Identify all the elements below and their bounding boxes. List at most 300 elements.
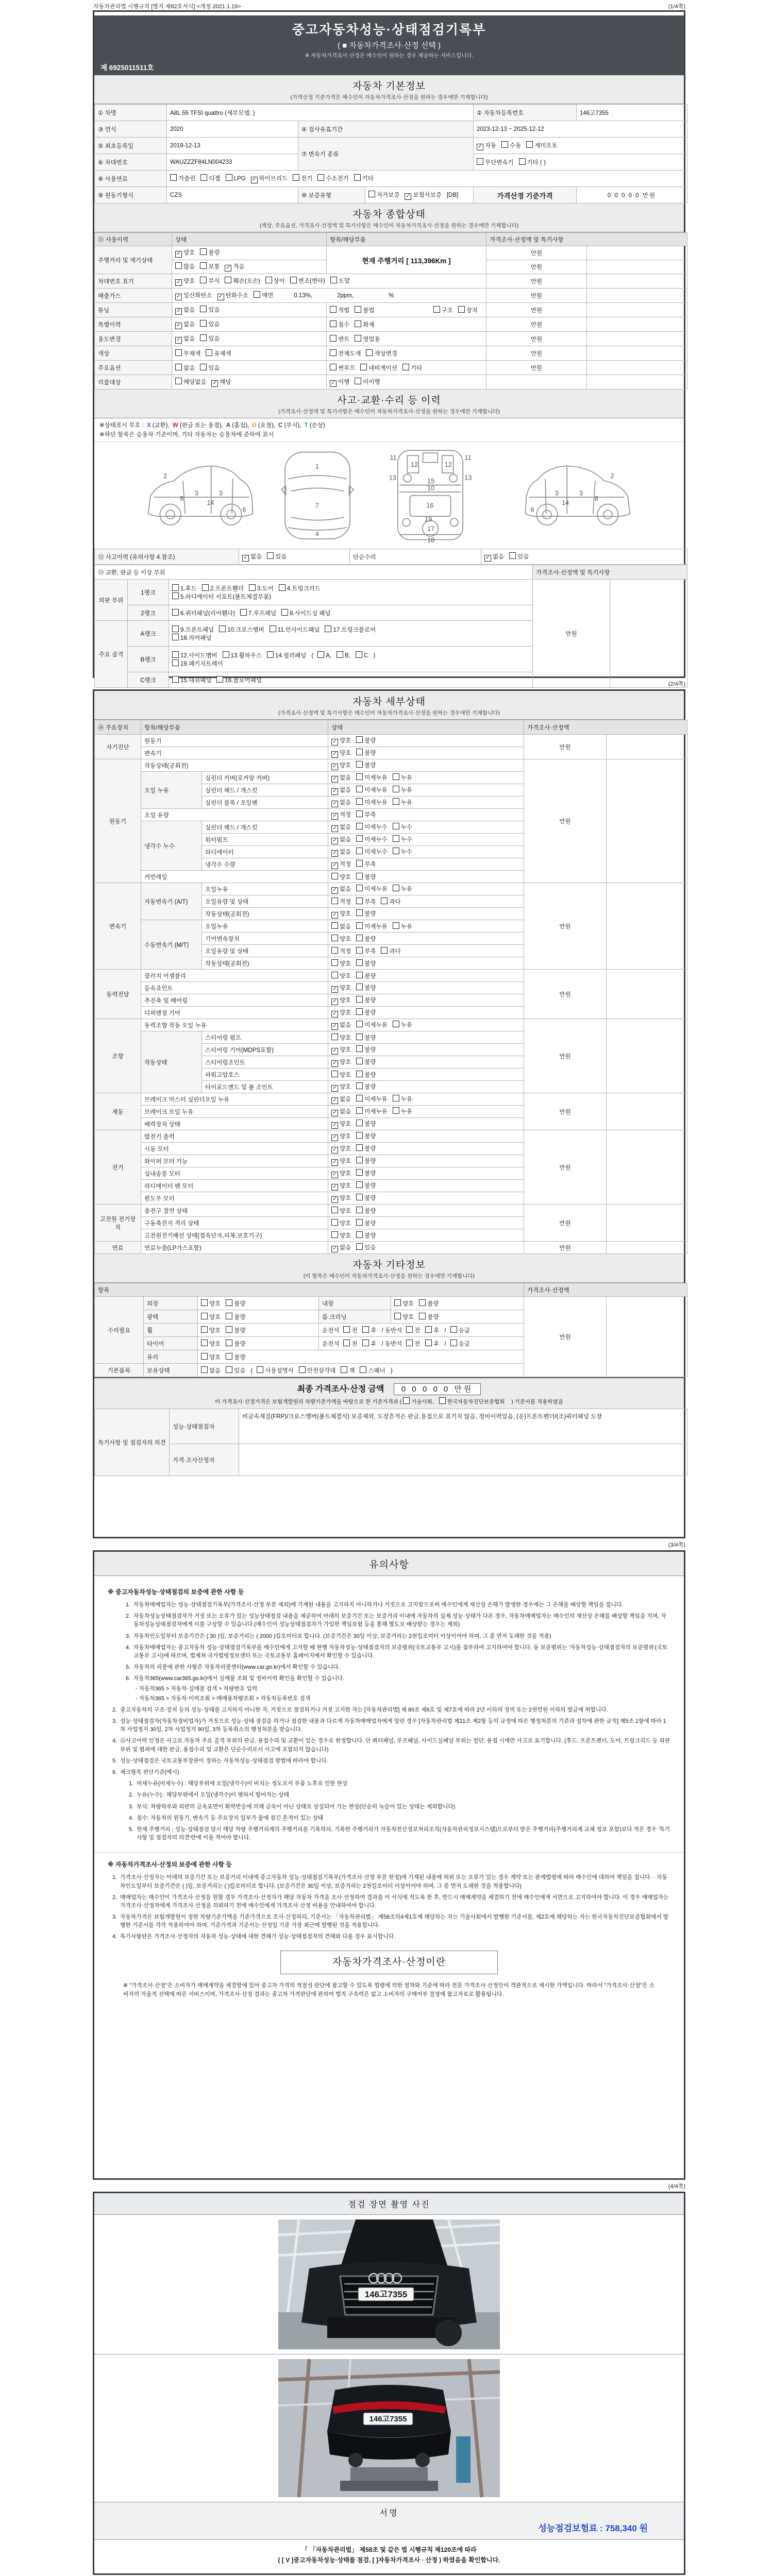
checkbox-option[interactable] xyxy=(433,306,453,314)
checkbox-option[interactable] xyxy=(356,1219,376,1227)
unchecked-checkbox-icon[interactable] xyxy=(206,349,212,356)
unchecked-checkbox-icon[interactable] xyxy=(402,364,409,370)
checkbox-option[interactable] xyxy=(331,835,351,844)
checkbox-option[interactable] xyxy=(331,1157,351,1166)
checkbox-option[interactable] xyxy=(355,335,380,343)
checkbox-option[interactable] xyxy=(356,873,376,881)
checkbox-option[interactable] xyxy=(356,651,368,659)
checkbox-option[interactable] xyxy=(356,1045,376,1054)
checkbox-option[interactable] xyxy=(393,786,412,794)
unchecked-checkbox-icon[interactable] xyxy=(317,174,324,181)
checked-checkbox-icon[interactable]: ✓ xyxy=(331,887,338,894)
checked-checkbox-icon[interactable]: ✓ xyxy=(251,177,258,183)
checked-checkbox-icon[interactable]: ✓ xyxy=(331,1196,338,1203)
unchecked-checkbox-icon[interactable] xyxy=(356,749,363,755)
checkbox-option[interactable] xyxy=(477,141,496,150)
checkbox-option[interactable] xyxy=(425,1326,439,1334)
checkbox-option[interactable] xyxy=(356,996,376,1004)
checkbox-option[interactable] xyxy=(419,1313,439,1321)
checkbox-option[interactable] xyxy=(331,947,351,955)
unchecked-checkbox-icon[interactable] xyxy=(403,1397,410,1404)
checkbox-option[interactable] xyxy=(331,935,351,943)
unchecked-checkbox-icon[interactable] xyxy=(331,935,338,941)
checkbox-option[interactable] xyxy=(331,1231,351,1240)
checked-checkbox-icon[interactable]: ✓ xyxy=(331,1134,338,1141)
unchecked-checkbox-icon[interactable] xyxy=(368,191,375,197)
checkbox-option[interactable] xyxy=(216,676,262,684)
checkbox-option[interactable] xyxy=(356,1033,376,1042)
unchecked-checkbox-icon[interactable] xyxy=(356,1243,363,1250)
checked-checkbox-icon[interactable]: ✓ xyxy=(242,555,249,562)
checkbox-option[interactable] xyxy=(393,773,412,782)
checkbox-option[interactable] xyxy=(293,174,312,182)
checkbox-option[interactable] xyxy=(175,334,195,344)
checkbox-option[interactable] xyxy=(330,364,355,372)
checkbox-option[interactable] xyxy=(337,651,350,659)
checkbox-option[interactable] xyxy=(290,277,325,285)
checkbox-option[interactable] xyxy=(330,277,350,285)
checkbox-option[interactable] xyxy=(331,909,351,919)
unchecked-checkbox-icon[interactable] xyxy=(355,306,361,313)
checkbox-option[interactable] xyxy=(331,810,351,820)
unchecked-checkbox-icon[interactable] xyxy=(356,1231,363,1238)
unchecked-checkbox-icon[interactable] xyxy=(200,248,207,255)
checkbox-option[interactable] xyxy=(356,947,376,955)
checkbox-option[interactable] xyxy=(172,584,197,592)
checkbox-option[interactable] xyxy=(201,1340,221,1348)
unchecked-checkbox-icon[interactable] xyxy=(226,1313,232,1319)
unchecked-checkbox-icon[interactable] xyxy=(356,848,363,854)
checked-checkbox-icon[interactable]: ✓ xyxy=(331,850,338,857)
checkbox-option[interactable] xyxy=(172,634,211,642)
checkbox-option[interactable] xyxy=(360,364,397,372)
unchecked-checkbox-icon[interactable] xyxy=(394,1313,401,1319)
checkbox-option[interactable] xyxy=(393,848,412,856)
checkbox-option[interactable] xyxy=(317,174,348,182)
checkbox-option[interactable] xyxy=(172,676,211,684)
unchecked-checkbox-icon[interactable] xyxy=(356,736,363,743)
unchecked-checkbox-icon[interactable] xyxy=(331,897,338,904)
checkbox-option[interactable] xyxy=(242,552,262,562)
checked-checkbox-icon[interactable]: ✓ xyxy=(331,986,338,993)
checkbox-option[interactable] xyxy=(299,1366,336,1375)
unchecked-checkbox-icon[interactable] xyxy=(366,349,373,356)
unchecked-checkbox-icon[interactable] xyxy=(325,625,331,632)
unchecked-checkbox-icon[interactable] xyxy=(393,1107,399,1114)
unchecked-checkbox-icon[interactable] xyxy=(406,1340,413,1346)
unchecked-checkbox-icon[interactable] xyxy=(356,873,363,879)
unchecked-checkbox-icon[interactable] xyxy=(331,947,338,954)
unchecked-checkbox-icon[interactable] xyxy=(356,798,363,805)
unchecked-checkbox-icon[interactable] xyxy=(202,584,209,591)
unchecked-checkbox-icon[interactable] xyxy=(330,349,337,356)
checkbox-option[interactable] xyxy=(331,848,351,857)
checked-checkbox-icon[interactable]: ✓ xyxy=(331,813,338,820)
checkbox-option[interactable] xyxy=(393,835,412,843)
checkbox-option[interactable] xyxy=(175,262,195,270)
checkbox-option[interactable] xyxy=(393,823,412,831)
checkbox-option[interactable] xyxy=(509,552,529,561)
checkbox-option[interactable] xyxy=(356,1243,376,1251)
unchecked-checkbox-icon[interactable] xyxy=(226,1326,232,1333)
checkbox-option[interactable] xyxy=(331,1107,351,1116)
checkbox-option[interactable] xyxy=(206,349,231,358)
checkbox-option[interactable] xyxy=(331,761,351,770)
unchecked-checkbox-icon[interactable] xyxy=(200,306,207,312)
unchecked-checkbox-icon[interactable] xyxy=(450,1340,457,1346)
checkbox-option[interactable] xyxy=(172,592,271,601)
checkbox-option[interactable] xyxy=(331,1045,351,1055)
checkbox-option[interactable] xyxy=(356,1194,376,1202)
checkbox-option[interactable] xyxy=(331,873,351,881)
unchecked-checkbox-icon[interactable] xyxy=(356,947,363,954)
checked-checkbox-icon[interactable]: ✓ xyxy=(331,1097,338,1104)
checked-checkbox-icon[interactable]: ✓ xyxy=(175,337,182,344)
unchecked-checkbox-icon[interactable] xyxy=(226,1340,232,1346)
unchecked-checkbox-icon[interactable] xyxy=(356,1194,363,1200)
checked-checkbox-icon[interactable]: ✓ xyxy=(225,265,231,272)
checkbox-option[interactable] xyxy=(356,823,387,831)
unchecked-checkbox-icon[interactable] xyxy=(356,1169,363,1176)
checkbox-option[interactable] xyxy=(403,1397,434,1405)
checkbox-option[interactable] xyxy=(331,1033,351,1042)
checkbox-option[interactable] xyxy=(356,1082,376,1091)
checkbox-option[interactable] xyxy=(201,1353,221,1361)
unchecked-checkbox-icon[interactable] xyxy=(381,947,388,954)
checked-checkbox-icon[interactable]: ✓ xyxy=(330,380,337,387)
unchecked-checkbox-icon[interactable] xyxy=(393,835,399,842)
checkbox-option[interactable] xyxy=(356,984,376,992)
checkbox-option[interactable] xyxy=(331,1008,351,1018)
unchecked-checkbox-icon[interactable] xyxy=(355,320,361,327)
checked-checkbox-icon[interactable]: ✓ xyxy=(405,193,411,200)
checkbox-option[interactable] xyxy=(331,773,351,783)
unchecked-checkbox-icon[interactable] xyxy=(175,262,182,269)
checkbox-option[interactable] xyxy=(330,378,349,387)
unchecked-checkbox-icon[interactable] xyxy=(343,1340,350,1346)
checkbox-option[interactable] xyxy=(356,798,387,806)
checkbox-option[interactable] xyxy=(317,651,331,659)
checkbox-option[interactable] xyxy=(450,1340,470,1348)
checkbox-option[interactable] xyxy=(330,320,349,329)
checkbox-option[interactable] xyxy=(356,1107,387,1115)
unchecked-checkbox-icon[interactable] xyxy=(299,1366,306,1373)
checkbox-option[interactable] xyxy=(356,935,376,943)
checkbox-option[interactable] xyxy=(265,277,285,285)
checkbox-option[interactable] xyxy=(200,334,220,343)
checkbox-option[interactable] xyxy=(360,1366,385,1375)
checkbox-option[interactable] xyxy=(356,1120,376,1128)
unchecked-checkbox-icon[interactable] xyxy=(356,909,363,916)
unchecked-checkbox-icon[interactable] xyxy=(201,1326,208,1333)
checkbox-option[interactable] xyxy=(501,141,521,149)
unchecked-checkbox-icon[interactable] xyxy=(393,786,399,792)
unchecked-checkbox-icon[interactable] xyxy=(450,1326,457,1333)
unchecked-checkbox-icon[interactable] xyxy=(330,320,337,327)
checkbox-option[interactable] xyxy=(331,1021,351,1030)
unchecked-checkbox-icon[interactable] xyxy=(172,651,179,658)
checkbox-option[interactable] xyxy=(175,306,195,315)
checkbox-option[interactable] xyxy=(368,191,399,199)
checkbox-option[interactable] xyxy=(330,306,349,314)
unchecked-checkbox-icon[interactable] xyxy=(331,1219,338,1226)
checkbox-option[interactable] xyxy=(341,1366,355,1375)
unchecked-checkbox-icon[interactable] xyxy=(356,935,363,941)
unchecked-checkbox-icon[interactable] xyxy=(216,676,223,683)
checkbox-option[interactable] xyxy=(331,736,351,745)
unchecked-checkbox-icon[interactable] xyxy=(175,378,182,384)
unchecked-checkbox-icon[interactable] xyxy=(170,174,177,181)
checkbox-option[interactable] xyxy=(251,174,288,183)
checkbox-option[interactable] xyxy=(226,1340,245,1348)
unchecked-checkbox-icon[interactable] xyxy=(356,972,363,978)
checkbox-option[interactable] xyxy=(219,625,264,634)
unchecked-checkbox-icon[interactable] xyxy=(501,141,508,148)
unchecked-checkbox-icon[interactable] xyxy=(172,592,179,599)
checked-checkbox-icon[interactable]: ✓ xyxy=(331,1122,338,1129)
checkbox-option[interactable] xyxy=(172,609,235,617)
checkbox-option[interactable] xyxy=(223,651,262,659)
unchecked-checkbox-icon[interactable] xyxy=(330,277,337,283)
checkbox-option[interactable] xyxy=(343,1326,357,1334)
checkbox-option[interactable] xyxy=(356,1132,376,1140)
unchecked-checkbox-icon[interactable] xyxy=(223,651,229,658)
unchecked-checkbox-icon[interactable] xyxy=(331,1033,338,1040)
unchecked-checkbox-icon[interactable] xyxy=(356,1207,363,1213)
checkbox-option[interactable] xyxy=(331,1144,351,1154)
checkbox-option[interactable] xyxy=(226,1353,245,1361)
checkbox-option[interactable] xyxy=(394,1299,414,1308)
checkbox-option[interactable] xyxy=(331,1058,351,1067)
unchecked-checkbox-icon[interactable] xyxy=(226,1299,232,1306)
unchecked-checkbox-icon[interactable] xyxy=(356,959,363,966)
unchecked-checkbox-icon[interactable] xyxy=(355,378,361,384)
unchecked-checkbox-icon[interactable] xyxy=(293,174,299,181)
checked-checkbox-icon[interactable]: ✓ xyxy=(175,323,182,329)
unchecked-checkbox-icon[interactable] xyxy=(172,634,179,640)
checkbox-option[interactable] xyxy=(201,1299,221,1308)
checkbox-option[interactable] xyxy=(394,1313,414,1321)
unchecked-checkbox-icon[interactable] xyxy=(356,1008,363,1015)
checkbox-option[interactable] xyxy=(355,320,374,329)
checkbox-option[interactable] xyxy=(356,1008,376,1016)
unchecked-checkbox-icon[interactable] xyxy=(356,885,363,891)
unchecked-checkbox-icon[interactable] xyxy=(356,1082,363,1089)
checkbox-option[interactable] xyxy=(240,609,276,617)
checkbox-option[interactable] xyxy=(393,798,412,806)
checkbox-option[interactable] xyxy=(331,786,351,795)
checked-checkbox-icon[interactable]: ✓ xyxy=(211,380,218,387)
checkbox-option[interactable] xyxy=(254,291,273,299)
checkbox-option[interactable] xyxy=(405,191,442,200)
checkbox-option[interactable] xyxy=(331,959,351,968)
unchecked-checkbox-icon[interactable] xyxy=(356,761,363,768)
unchecked-checkbox-icon[interactable] xyxy=(393,823,399,829)
unchecked-checkbox-icon[interactable] xyxy=(393,798,399,805)
unchecked-checkbox-icon[interactable] xyxy=(200,320,207,327)
unchecked-checkbox-icon[interactable] xyxy=(201,1313,208,1319)
checkbox-option[interactable] xyxy=(393,1095,412,1103)
checkbox-option[interactable] xyxy=(393,1021,412,1029)
checked-checkbox-icon[interactable]: ✓ xyxy=(175,294,182,300)
checkbox-option[interactable] xyxy=(366,349,397,358)
unchecked-checkbox-icon[interactable] xyxy=(331,1207,338,1213)
unchecked-checkbox-icon[interactable] xyxy=(356,1157,363,1163)
checkbox-option[interactable] xyxy=(279,584,321,592)
unchecked-checkbox-icon[interactable] xyxy=(172,584,179,591)
unchecked-checkbox-icon[interactable] xyxy=(219,625,226,632)
checkbox-option[interactable] xyxy=(356,1231,376,1240)
checked-checkbox-icon[interactable]: ✓ xyxy=(331,1060,338,1067)
checkbox-option[interactable] xyxy=(354,174,374,182)
unchecked-checkbox-icon[interactable] xyxy=(360,364,367,370)
unchecked-checkbox-icon[interactable] xyxy=(281,609,288,616)
checkbox-option[interactable] xyxy=(331,984,351,993)
checkbox-option[interactable] xyxy=(202,584,244,592)
unchecked-checkbox-icon[interactable] xyxy=(425,1326,432,1333)
checked-checkbox-icon[interactable]: ✓ xyxy=(331,998,338,1005)
checkbox-option[interactable] xyxy=(356,972,376,980)
unchecked-checkbox-icon[interactable] xyxy=(331,873,338,879)
checkbox-option[interactable] xyxy=(331,1219,351,1227)
checkbox-option[interactable] xyxy=(343,1340,357,1348)
checked-checkbox-icon[interactable]: ✓ xyxy=(331,1147,338,1154)
checkbox-option[interactable] xyxy=(331,1194,351,1203)
checked-checkbox-icon[interactable]: ✓ xyxy=(175,279,182,286)
checked-checkbox-icon[interactable]: ✓ xyxy=(331,825,338,832)
checkbox-option[interactable] xyxy=(356,1181,376,1190)
unchecked-checkbox-icon[interactable] xyxy=(249,584,256,591)
checkbox-option[interactable] xyxy=(484,552,504,562)
checkbox-option[interactable] xyxy=(356,835,387,843)
unchecked-checkbox-icon[interactable] xyxy=(393,773,399,780)
checkbox-option[interactable] xyxy=(200,174,220,182)
checkbox-option[interactable] xyxy=(200,277,220,285)
unchecked-checkbox-icon[interactable] xyxy=(341,1366,347,1373)
unchecked-checkbox-icon[interactable] xyxy=(356,1071,363,1077)
checkbox-option[interactable] xyxy=(356,885,387,893)
checkbox-option[interactable] xyxy=(356,909,376,918)
unchecked-checkbox-icon[interactable] xyxy=(331,922,338,929)
checkbox-option[interactable] xyxy=(393,885,412,893)
checked-checkbox-icon[interactable]: ✓ xyxy=(331,1110,338,1116)
unchecked-checkbox-icon[interactable] xyxy=(419,1313,426,1319)
checkbox-option[interactable] xyxy=(226,1299,245,1308)
unchecked-checkbox-icon[interactable] xyxy=(201,1366,208,1373)
checkbox-option[interactable] xyxy=(331,1181,351,1191)
checkbox-option[interactable] xyxy=(439,1397,505,1405)
checkbox-option[interactable] xyxy=(226,1313,245,1321)
unchecked-checkbox-icon[interactable] xyxy=(362,1326,369,1333)
unchecked-checkbox-icon[interactable] xyxy=(240,609,247,616)
checkbox-option[interactable] xyxy=(172,659,223,668)
unchecked-checkbox-icon[interactable] xyxy=(356,835,363,842)
checkbox-option[interactable] xyxy=(356,959,376,968)
checkbox-option[interactable] xyxy=(201,1326,221,1334)
checked-checkbox-icon[interactable]: ✓ xyxy=(331,739,338,745)
unchecked-checkbox-icon[interactable] xyxy=(330,306,337,313)
unchecked-checkbox-icon[interactable] xyxy=(433,306,440,313)
checkbox-option[interactable] xyxy=(356,761,376,769)
checkbox-option[interactable] xyxy=(281,609,330,617)
unchecked-checkbox-icon[interactable] xyxy=(200,334,207,341)
checkbox-option[interactable] xyxy=(402,364,422,372)
unchecked-checkbox-icon[interactable] xyxy=(381,897,388,904)
checkbox-option[interactable] xyxy=(331,1207,351,1215)
checkbox-option[interactable] xyxy=(225,262,244,272)
checkbox-option[interactable] xyxy=(331,749,351,758)
checked-checkbox-icon[interactable]: ✓ xyxy=(331,838,338,844)
checkbox-option[interactable] xyxy=(381,897,400,906)
unchecked-checkbox-icon[interactable] xyxy=(356,922,363,929)
checkbox-option[interactable] xyxy=(200,364,220,372)
unchecked-checkbox-icon[interactable] xyxy=(317,651,324,658)
unchecked-checkbox-icon[interactable] xyxy=(356,996,363,1003)
unchecked-checkbox-icon[interactable] xyxy=(393,848,399,854)
checkbox-option[interactable] xyxy=(356,1095,387,1103)
checked-checkbox-icon[interactable]: ✓ xyxy=(331,912,338,919)
unchecked-checkbox-icon[interactable] xyxy=(356,773,363,780)
unchecked-checkbox-icon[interactable] xyxy=(356,1219,363,1226)
checkbox-option[interactable] xyxy=(356,860,376,868)
checkbox-option[interactable] xyxy=(225,277,260,285)
checkbox-option[interactable] xyxy=(170,174,195,182)
checkbox-option[interactable] xyxy=(356,786,387,794)
checkbox-option[interactable] xyxy=(331,996,351,1005)
unchecked-checkbox-icon[interactable] xyxy=(393,922,399,929)
checkbox-option[interactable] xyxy=(356,773,387,782)
unchecked-checkbox-icon[interactable] xyxy=(393,885,399,891)
unchecked-checkbox-icon[interactable] xyxy=(226,1366,232,1373)
unchecked-checkbox-icon[interactable] xyxy=(360,1366,366,1373)
unchecked-checkbox-icon[interactable] xyxy=(356,1021,363,1027)
unchecked-checkbox-icon[interactable] xyxy=(356,823,363,829)
unchecked-checkbox-icon[interactable] xyxy=(267,552,274,559)
unchecked-checkbox-icon[interactable] xyxy=(356,1144,363,1151)
checkbox-option[interactable] xyxy=(175,364,195,372)
checkbox-option[interactable] xyxy=(172,625,214,634)
unchecked-checkbox-icon[interactable] xyxy=(172,609,179,616)
unchecked-checkbox-icon[interactable] xyxy=(279,584,285,591)
unchecked-checkbox-icon[interactable] xyxy=(331,959,338,966)
checkbox-option[interactable] xyxy=(355,306,374,314)
unchecked-checkbox-icon[interactable] xyxy=(439,1397,446,1404)
checkbox-option[interactable] xyxy=(331,1082,351,1092)
unchecked-checkbox-icon[interactable] xyxy=(356,897,363,904)
unchecked-checkbox-icon[interactable] xyxy=(477,158,483,165)
checked-checkbox-icon[interactable]: ✓ xyxy=(331,1023,338,1030)
unchecked-checkbox-icon[interactable] xyxy=(356,1033,363,1040)
checkbox-option[interactable] xyxy=(519,158,546,166)
checkbox-option[interactable] xyxy=(331,922,351,930)
checkbox-option[interactable] xyxy=(331,1071,351,1079)
unchecked-checkbox-icon[interactable] xyxy=(356,1120,363,1126)
unchecked-checkbox-icon[interactable] xyxy=(356,810,363,817)
checkbox-option[interactable] xyxy=(406,1326,420,1334)
checkbox-option[interactable] xyxy=(175,378,206,386)
unchecked-checkbox-icon[interactable] xyxy=(458,306,465,313)
unchecked-checkbox-icon[interactable] xyxy=(331,1231,338,1238)
checked-checkbox-icon[interactable]: ✓ xyxy=(331,1172,338,1178)
unchecked-checkbox-icon[interactable] xyxy=(355,335,361,342)
unchecked-checkbox-icon[interactable] xyxy=(201,1299,208,1306)
checkbox-option[interactable] xyxy=(331,897,351,906)
unchecked-checkbox-icon[interactable] xyxy=(200,364,207,370)
checkbox-option[interactable] xyxy=(406,1340,420,1348)
unchecked-checkbox-icon[interactable] xyxy=(225,277,231,283)
unchecked-checkbox-icon[interactable] xyxy=(331,1071,338,1077)
checkbox-option[interactable] xyxy=(267,651,306,659)
